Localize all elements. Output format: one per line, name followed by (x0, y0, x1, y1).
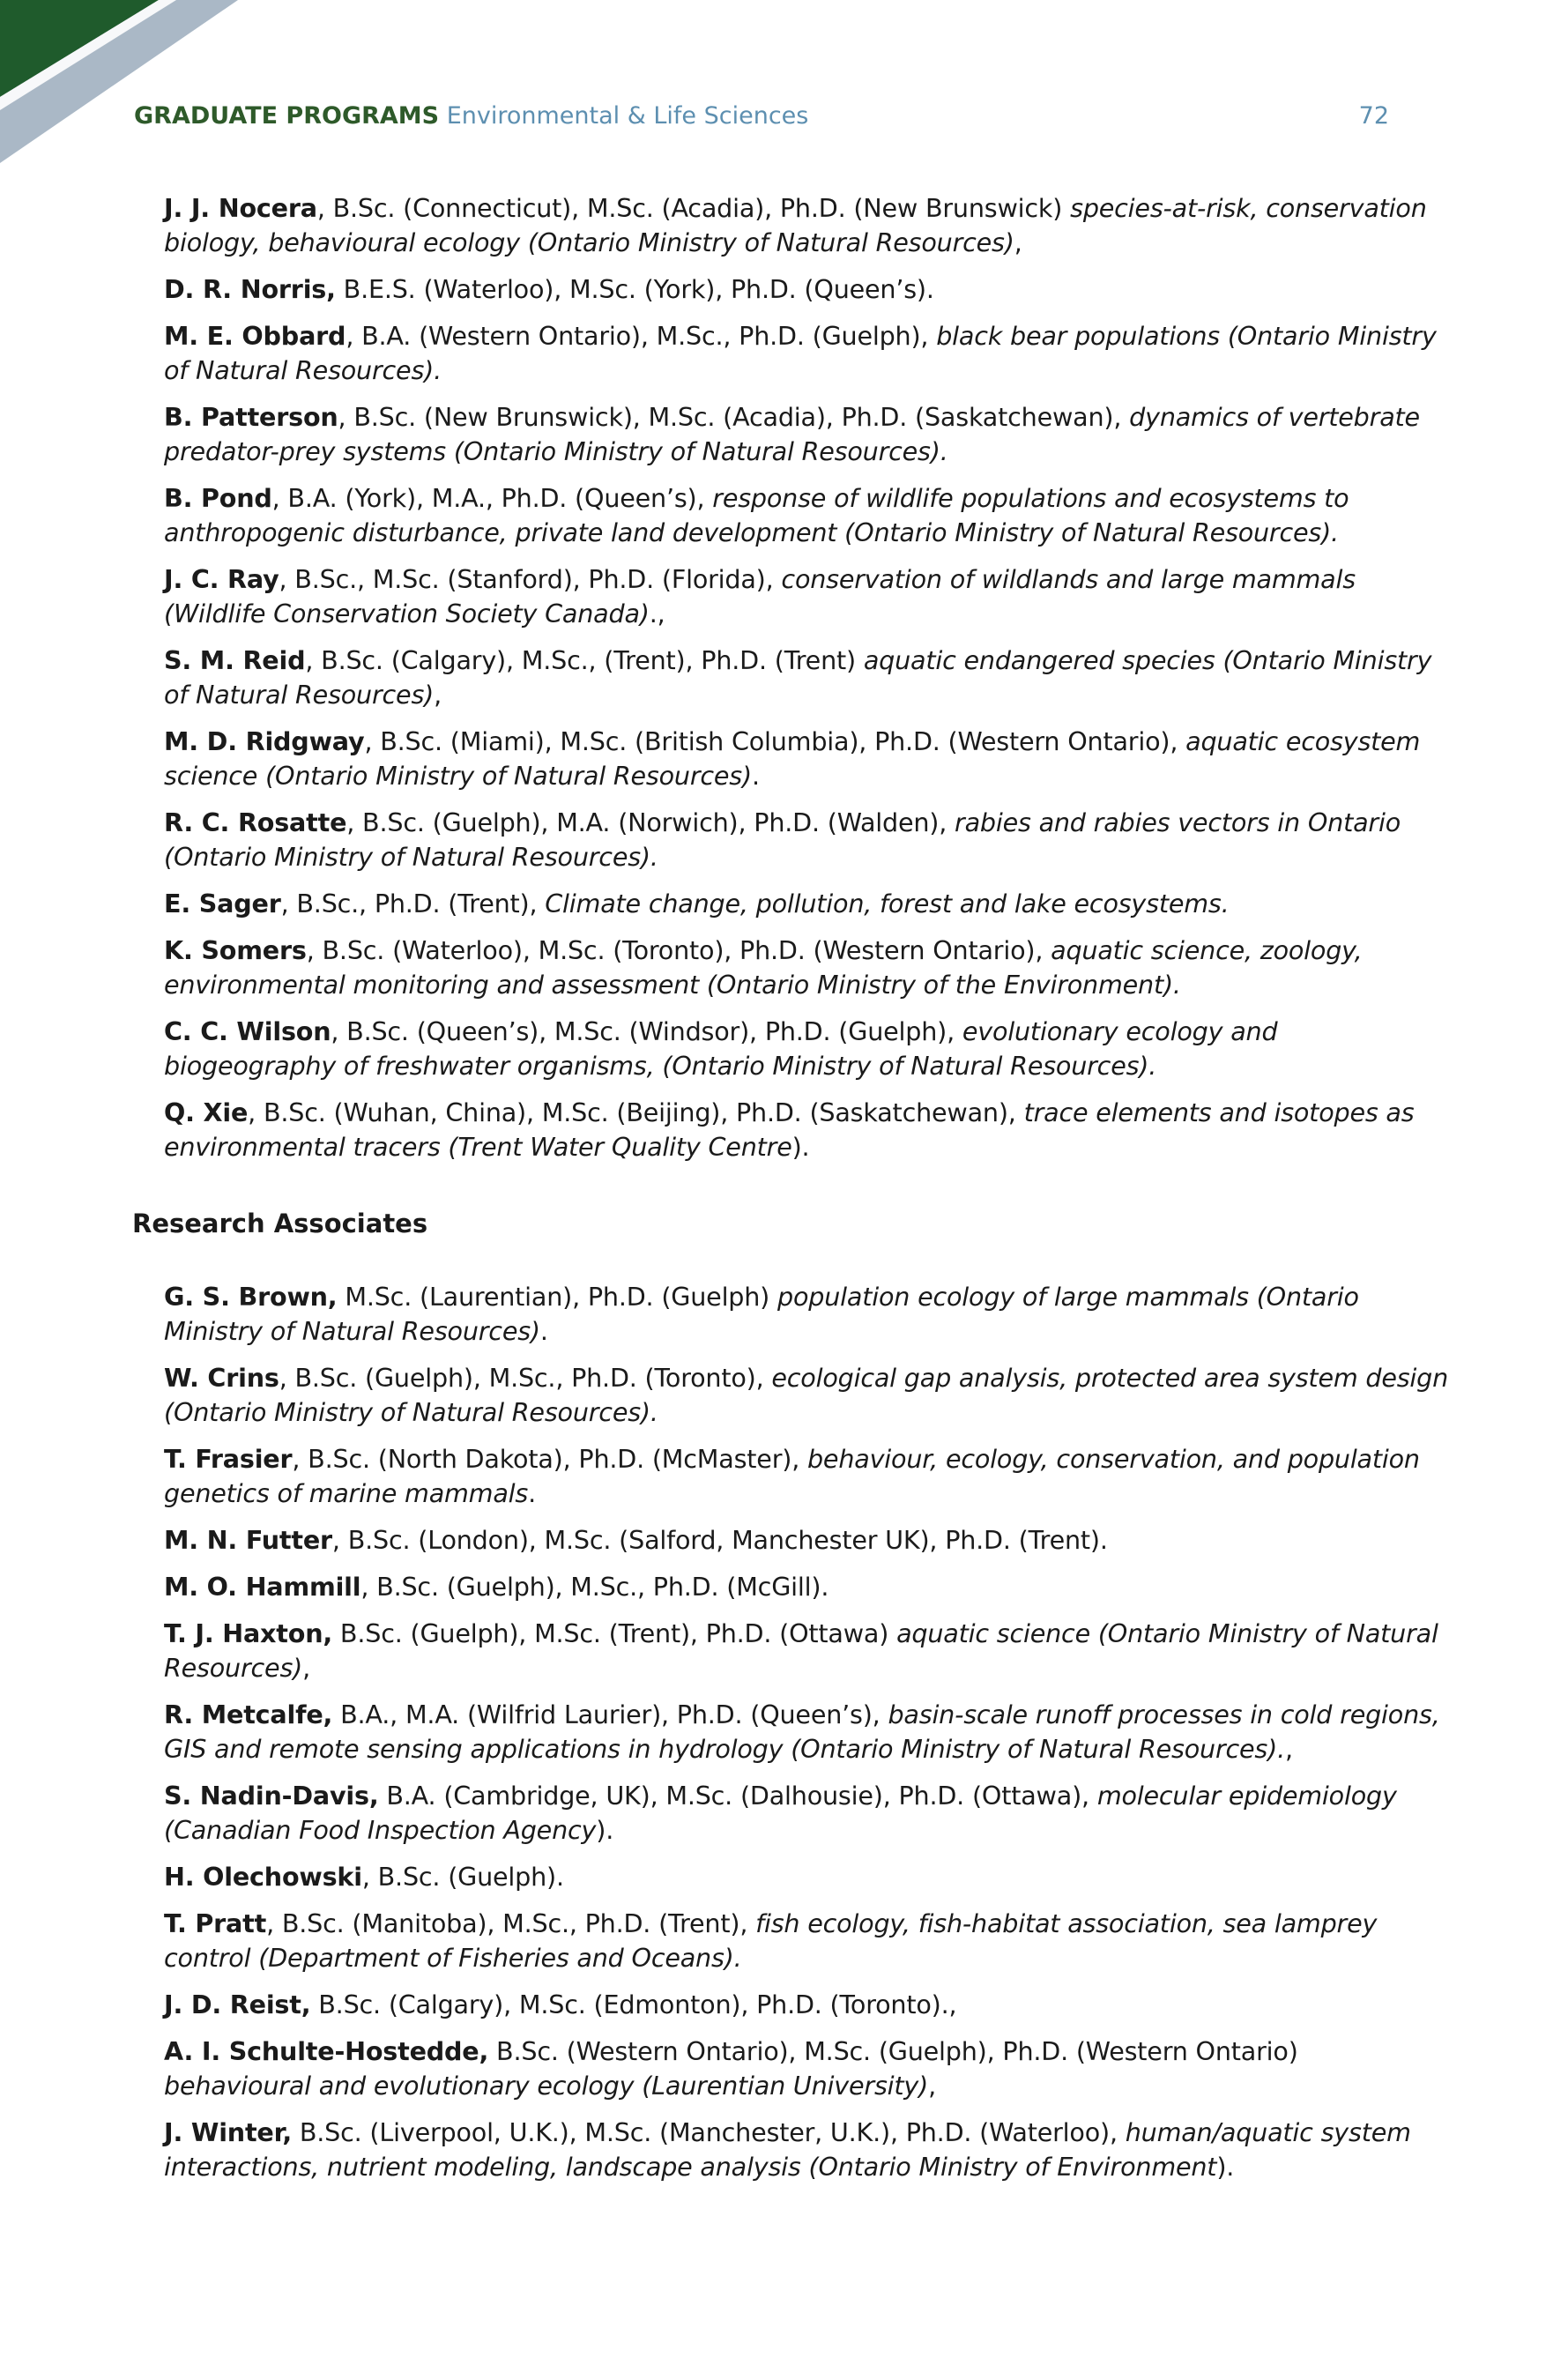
person-name: C. C. Wilson (164, 1016, 331, 1046)
person-name: M. E. Obbard (164, 321, 346, 351)
degrees: B.E.S. (Waterloo), M.Sc. (York), Ph.D. (Queen’s). (335, 274, 934, 304)
person-name: E. Sager (164, 889, 281, 919)
degrees: , B.Sc. (London), M.Sc. (Salford, Manchester UK), Ph.D. (Trent). (331, 1525, 1108, 1555)
person-name: S. Nadin-Davis, (164, 1781, 379, 1811)
punctuation: . (528, 1478, 536, 1508)
person-name: R. Metcalfe, (164, 1699, 333, 1729)
degrees: B.Sc. (Calgary), M.Sc. (Edmonton), Ph.D. (Toronto)., (310, 1990, 957, 2019)
specialty: behaviour, ecology, conservation, and population genetics of marine mammals (164, 1444, 1420, 1508)
specialty: aquatic science, zoology, environmental monitoring and assessment (Ontario Ministry of the Environment). (164, 935, 1363, 1000)
faculty-list (164, 191, 1451, 1177)
research-associate-entry (164, 1860, 1451, 1894)
research-associate-entry (164, 1570, 1451, 1604)
faculty-entry (164, 1015, 1451, 1083)
punctuation: , (928, 2071, 936, 2101)
faculty-entry (164, 806, 1451, 874)
program-label: GRADUATE PROGRAMS (134, 102, 440, 130)
degrees: , B.Sc. (New Brunswick), M.Sc. (Acadia), Ph.D. (Saskatchewan), (338, 402, 1130, 432)
punctuation: . (539, 1316, 548, 1346)
degrees: , B.Sc. (Guelph). (361, 1862, 564, 1892)
degrees: , B.Sc. (Manitoba), M.Sc., Ph.D. (Trent), (266, 1908, 756, 1938)
punctuation: . (751, 761, 760, 791)
person-name: J. J. Nocera (164, 193, 317, 223)
degrees: , B.Sc. (Wuhan, China), M.Sc. (Beijing), Ph.D. (Saskatchewan), (248, 1097, 1024, 1127)
research-associate-entry (164, 1280, 1451, 1349)
faculty-entry (164, 643, 1451, 712)
degrees: , B.A. (York), M.A., Ph.D. (Queen’s), (271, 483, 713, 513)
specialty: response of wildlife populations and ecosystems to anthropogenic disturbance, private land development (Ontario Ministry of Natural Resources). (164, 483, 1349, 547)
punctuation: , (1284, 1734, 1293, 1764)
degrees: B.A. (Cambridge, UK), M.Sc. (Dalhousie), Ph.D. (Ottawa), (378, 1781, 1097, 1811)
person-name: A. I. Schulte-Hostedde, (164, 2036, 489, 2066)
degrees: , B.Sc. (Connecticut), M.Sc. (Acadia), Ph.D. (New Brunswick) (316, 193, 1071, 223)
faculty-entry (164, 191, 1451, 260)
research-associates-list (164, 1280, 1451, 2197)
person-name: J. C. Ray (164, 564, 279, 594)
specialty: basin-scale runoff processes in cold regions, GIS and remote sensing applications in hydrology (Ontario Ministry of Natural Resources). (164, 1699, 1440, 1764)
faculty-entry (164, 1096, 1451, 1164)
research-associate-entry (164, 1779, 1451, 1848)
specialty: dynamics of vertebrate predator-prey systems (Ontario Ministry of Natural Resources). (164, 402, 1420, 466)
specialty: aquatic endangered species (Ontario Ministry of Natural Resources) (164, 645, 1432, 710)
degrees: , B.Sc. (Calgary), M.Sc., (Trent), Ph.D. (Trent) (305, 645, 864, 675)
specialty: rabies and rabies vectors in Ontario (Ontario Ministry of Natural Resources). (164, 807, 1401, 872)
specialty: Climate change, pollution, forest and lake ecosystems. (545, 889, 1230, 919)
specialty: behavioural and evolutionary ecology (Laurentian University) (164, 2071, 929, 2101)
punctuation: ). (1216, 2152, 1235, 2182)
person-name: M. O. Hammill (164, 1572, 361, 1602)
degrees: , B.A. (Western Ontario), M.Sc., Ph.D. (Guelph), (346, 321, 937, 351)
punctuation: ). (596, 1815, 614, 1845)
page-header (134, 100, 1389, 132)
punctuation: , (1014, 227, 1022, 257)
degrees: M.Sc. (Laurentian), Ph.D. (Guelph) (337, 1282, 778, 1312)
person-name: G. S. Brown, (164, 1282, 338, 1312)
punctuation: ., (649, 599, 665, 628)
person-name: R. C. Rosatte (164, 807, 347, 837)
research-associate-entry (164, 1361, 1451, 1430)
research-associate-entry (164, 1523, 1451, 1558)
research-associate-entry (164, 1907, 1451, 1975)
research-associate-entry (164, 2034, 1451, 2103)
research-associate-entry (164, 1617, 1451, 1685)
degrees: , B.Sc., Ph.D. (Trent), (280, 889, 546, 919)
person-name: T. J. Haxton, (164, 1618, 333, 1648)
degrees: , B.Sc. (North Dakota), Ph.D. (McMaster), (292, 1444, 807, 1474)
person-name: S. M. Reid (164, 645, 306, 675)
research-associate-entry (164, 1698, 1451, 1766)
specialty: aquatic science (Ontario Ministry of Natural Resources) (164, 1618, 1438, 1683)
degrees: , B.Sc. (Miami), M.Sc. (British Columbia), Ph.D. (Western Ontario), (364, 726, 1186, 756)
degrees: B.Sc. (Guelph), M.Sc. (Trent), Ph.D. (Ottawa) (332, 1618, 897, 1648)
person-name: T. Frasier (164, 1444, 293, 1474)
punctuation: , (434, 680, 442, 710)
person-name: B. Patterson (164, 402, 338, 432)
corner-logo-graphic (0, 0, 264, 176)
person-name: J. Winter, (164, 2117, 292, 2147)
faculty-entry (164, 887, 1451, 921)
person-name: K. Somers (164, 935, 307, 965)
punctuation: , (302, 1653, 310, 1683)
person-name: M. N. Futter (164, 1525, 332, 1555)
specialty: trace elements and isotopes as environmental tracers (Trent Water Quality Centre (164, 1097, 1415, 1162)
degrees: , B.Sc. (Waterloo), M.Sc. (Toronto), Ph.D. (Western Ontario), (306, 935, 1051, 965)
specialty: population ecology of large mammals (Ontario Ministry of Natural Resources) (164, 1282, 1359, 1346)
specialty: evolutionary ecology and biogeography of freshwater organisms, (Ontario Ministry of Natural Resources). (164, 1016, 1278, 1081)
faculty-entry (164, 272, 1451, 307)
specialty: fish ecology, fish-habitat association, sea lamprey control (Department of Fisheries and Oceans). (164, 1908, 1378, 1973)
person-name: T. Pratt (164, 1908, 267, 1938)
research-associate-entry (164, 2116, 1451, 2184)
specialty: species-at-risk, conservation biology, behavioural ecology (Ontario Ministry of Natural Resources) (164, 193, 1427, 257)
degrees: , B.Sc. (Queen’s), M.Sc. (Windsor), Ph.D. (Guelph), (331, 1016, 962, 1046)
faculty-entry (164, 319, 1451, 388)
person-name: W. Crins (164, 1363, 279, 1393)
specialty: conservation of wildlands and large mammals (Wildlife Conservation Society Canada) (164, 564, 1356, 628)
person-name: J. D. Reist, (164, 1990, 311, 2019)
faculty-entry (164, 562, 1451, 631)
program-subtitle: Environmental & Life Sciences (446, 102, 809, 130)
faculty-entry (164, 933, 1451, 1002)
degrees: , B.Sc., M.Sc. (Stanford), Ph.D. (Florida), (279, 564, 782, 594)
degrees: B.Sc. (Liverpool, U.K.), M.Sc. (Manchester, U.K.), Ph.D. (Waterloo), (291, 2117, 1126, 2147)
punctuation: ). (791, 1132, 810, 1162)
degrees: B.A., M.A. (Wilfrid Laurier), Ph.D. (Queen’s), (332, 1699, 888, 1729)
specialty: human/aquatic system interactions, nutrient modeling, landscape analysis (Ontario Ministry of Environment (164, 2117, 1411, 2182)
specialty: ecological gap analysis, protected area system design (Ontario Ministry of Natural Resources). (164, 1363, 1449, 1427)
degrees: , B.Sc. (Guelph), M.A. (Norwich), Ph.D. (Walden), (346, 807, 955, 837)
degrees: , B.Sc. (Guelph), M.Sc., Ph.D. (Toronto), (279, 1363, 772, 1393)
faculty-entry (164, 725, 1451, 793)
faculty-entry (164, 400, 1451, 469)
research-associate-entry (164, 1442, 1451, 1511)
person-name: B. Pond (164, 483, 272, 513)
section-title-research-associates: Research Associates (132, 1209, 428, 1238)
specialty: aquatic ecosystem science (Ontario Ministry of Natural Resources) (164, 726, 1421, 791)
degrees: , B.Sc. (Guelph), M.Sc., Ph.D. (McGill). (360, 1572, 829, 1602)
page-number: 72 (1358, 102, 1389, 130)
person-name: D. R. Norris, (164, 274, 336, 304)
specialty: molecular epidemiology (Canadian Food Inspection Agency (164, 1781, 1397, 1845)
person-name: M. D. Ridgway (164, 726, 365, 756)
research-associate-entry (164, 1988, 1451, 2022)
specialty: black bear populations (Ontario Ministry of Natural Resources). (164, 321, 1437, 385)
person-name: Q. Xie (164, 1097, 249, 1127)
faculty-entry (164, 481, 1451, 550)
degrees: B.Sc. (Western Ontario), M.Sc. (Guelph), Ph.D. (Western Ontario) (488, 2036, 1298, 2066)
person-name: H. Olechowski (164, 1862, 362, 1892)
